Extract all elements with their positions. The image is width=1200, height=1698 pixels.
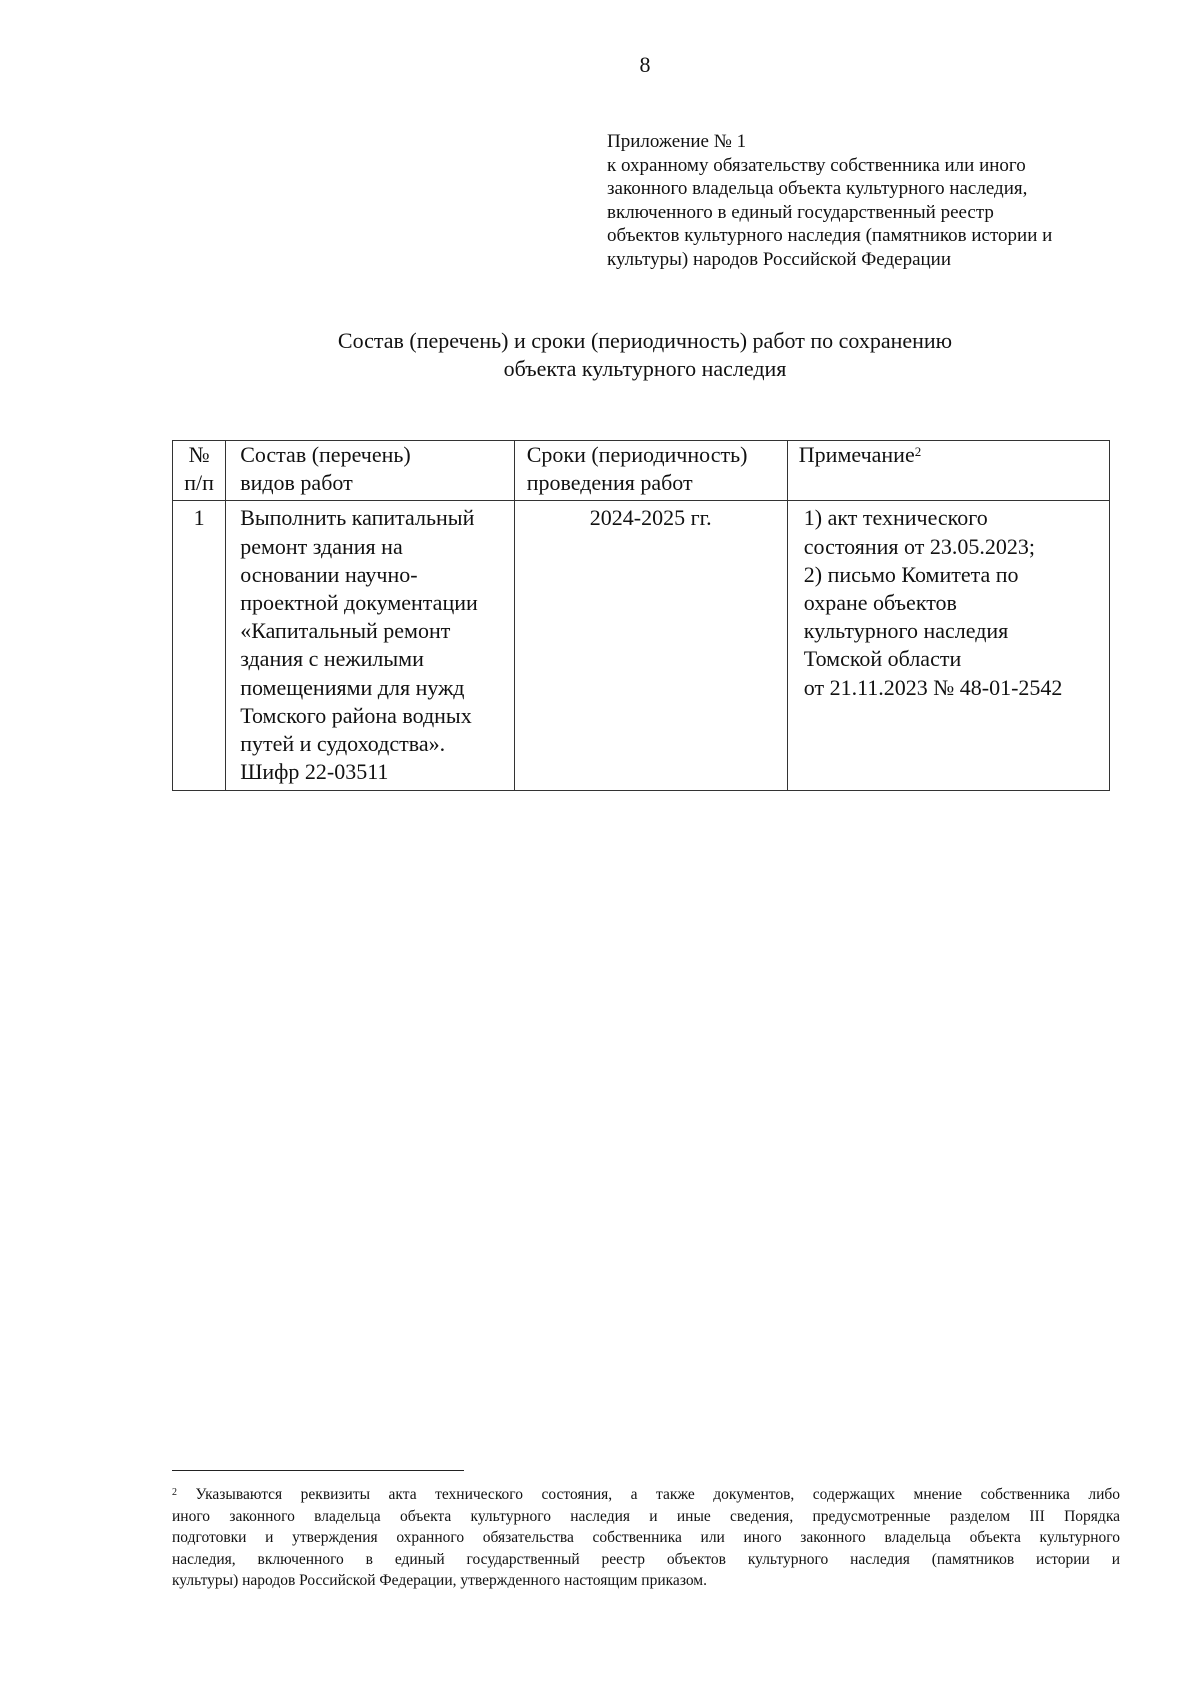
cell-note-line: 2) письмо Комитета по [803,561,1019,587]
appendix-reference [607,130,1127,271]
footnote-text: Указываются реквизиты акта технического состояния, а также документов, содержащих мнение собственника либо [195,1486,1121,1503]
appendix-line: законного владельца объекта культурного наследия, [607,178,1028,199]
cell-works-line: Выполнить капитальный [240,505,475,531]
cell-works-line: проектной документации [240,590,478,616]
works-table [172,440,1110,791]
cell-works-line: основании научно- [240,561,418,587]
header-number-line: п/п [184,470,214,496]
header-works-line: видов работ [240,470,353,496]
footnote-line: иного законного владельца объекта культурного наследия и иные сведения, предусмотренные разделом III Порядка [172,1507,1120,1525]
document-title-line: объекта культурного наследия [503,356,787,381]
cell-works-line: ремонт здания на [240,533,403,559]
header-number-line: № [188,442,210,467]
appendix-line: Приложение № 1 [607,131,747,152]
appendix-line: включенного в единый государственный реестр [607,201,994,223]
footnote-line: наследия, включенного в единый государственный реестр объектов культурного наследия (памятников истории и [172,1550,1120,1568]
header-number [173,441,226,501]
appendix-line: объектов культурного наследия (памятников истории и [607,225,1053,246]
header-works-line: Состав (перечень) [240,442,411,467]
cell-note-line: охране объектов [803,590,957,616]
header-terms-line: Сроки (периодичность) [526,442,748,467]
cell-note-line: состояния от 23.05.2023; [803,533,1035,559]
cell-works [226,501,515,791]
footnote-marker: 2 [172,1487,177,1498]
cell-works-line: Шифр 22-03511 [240,759,389,785]
footnote-line: культуры) народов Российской Федерации, утвержденного настоящим приказом. [172,1572,707,1589]
footnote [172,1484,1120,1592]
footnote-line: подготовки и утверждения охранного обязательства собственника или иного законного владельца объекта культурного [172,1529,1120,1546]
footnote-divider [172,1470,464,1471]
cell-note-line: от 21.11.2023 № 48-01-2542 [803,674,1063,700]
footnote-line [172,1484,1120,1506]
table-row [173,501,1110,791]
header-note-label: Примечание [798,442,915,467]
cell-note-line: культурного наследия [803,618,1009,644]
cell-terms: 2024-2025 гг. [514,501,787,791]
appendix-line: культуры) народов Российской Федерации [607,248,952,270]
header-works [226,441,515,501]
header-note [787,441,1109,501]
cell-note-line: Томской области [803,646,962,672]
cell-note-line: 1) акт технического [803,505,988,531]
page-number: 8 [639,52,651,77]
header-terms-line: проведения работ [526,470,693,496]
footnote-reference: 2 [914,444,922,459]
cell-number: 1 [173,501,226,791]
header-terms [514,441,787,501]
document-title [0,327,1200,383]
appendix-line: к охранному обязательству собственника или иного [607,154,1026,176]
cell-works-line: путей и судоходства». [240,731,446,757]
cell-works-line: Томского района водных [240,702,472,728]
cell-note [787,501,1109,791]
table-header-row [173,441,1110,501]
cell-works-line: «Капитальный ремонт [240,618,451,644]
document-title-line: Состав (перечень) и сроки (периодичность) работ по сохранению [337,328,953,353]
cell-works-line: помещениями для нужд [240,674,465,700]
cell-works-line: здания с нежилыми [240,646,424,672]
